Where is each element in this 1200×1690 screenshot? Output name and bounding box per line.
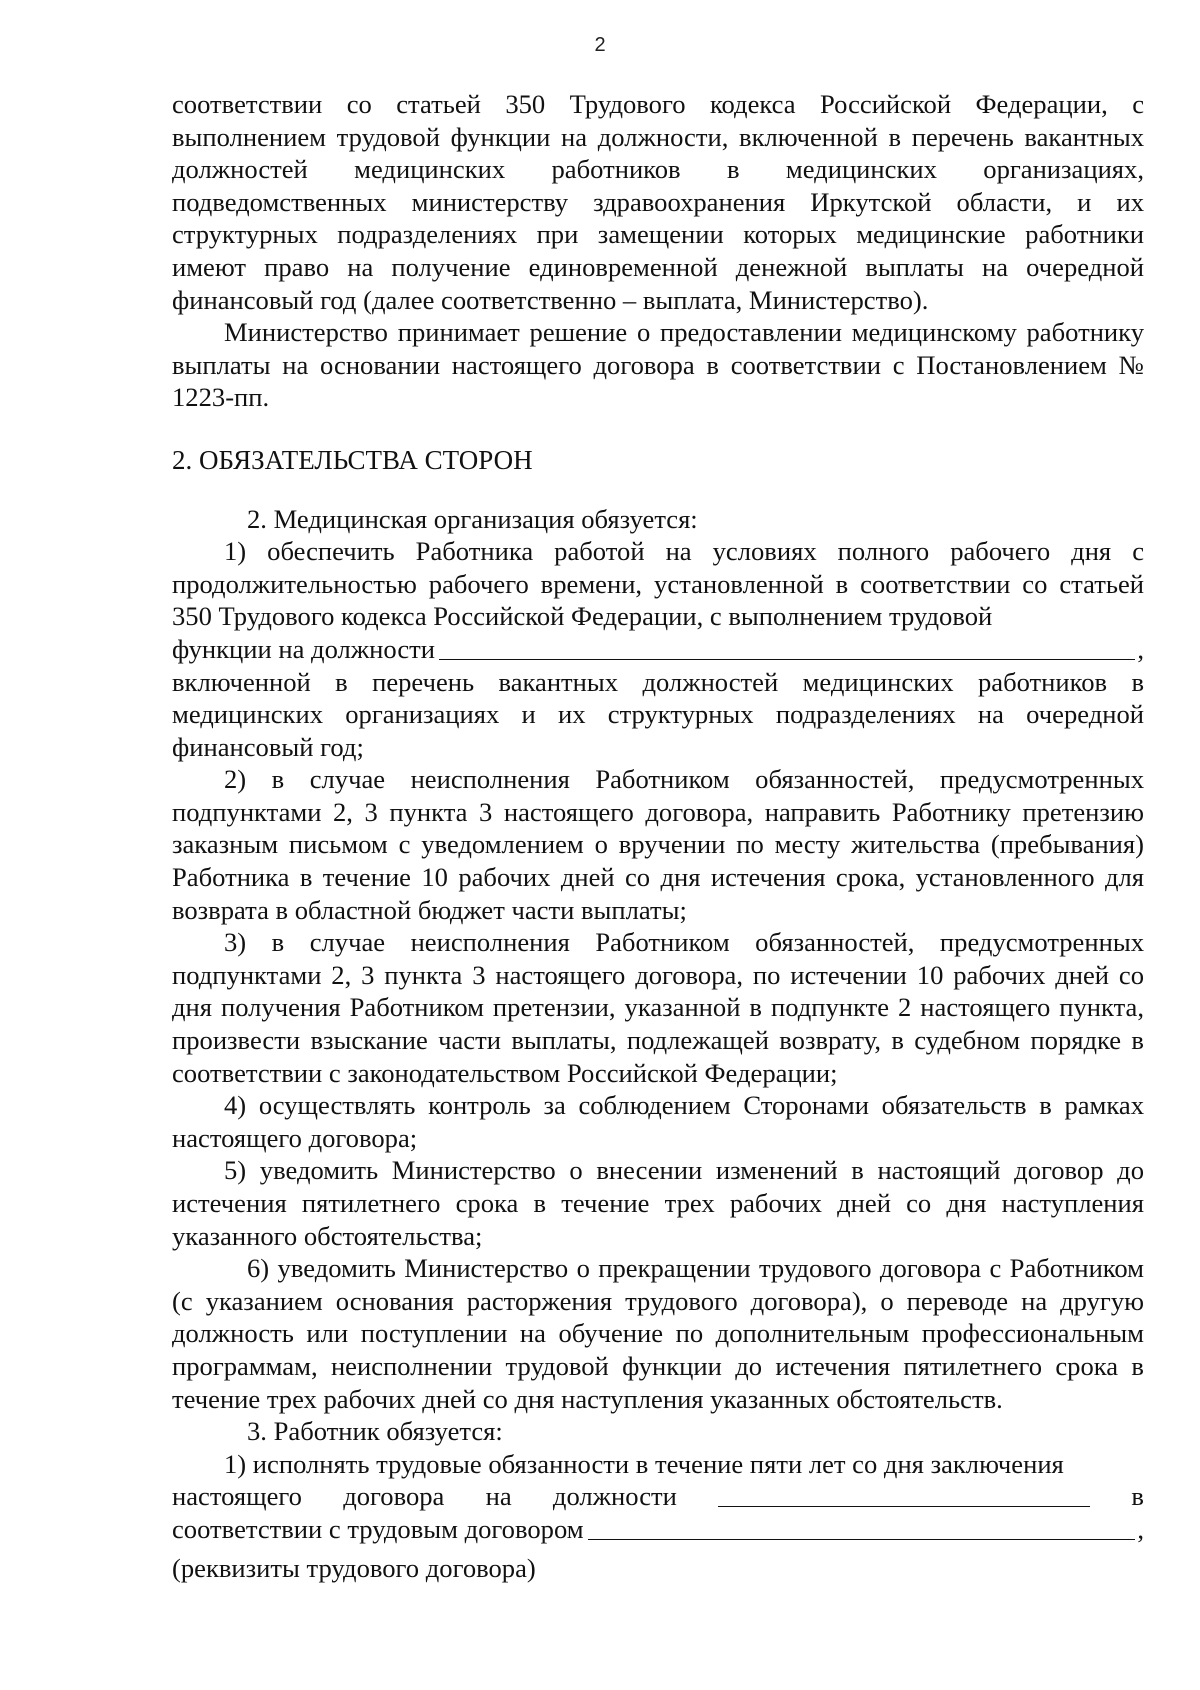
document-body xyxy=(172,88,1144,1584)
position-blank-field-2[interactable] xyxy=(718,1506,1090,1507)
clause-3-item-1-position-line xyxy=(172,1480,1144,1513)
comma: , xyxy=(1137,633,1144,664)
word-dogovora: договора xyxy=(343,1481,445,1512)
page-number: 2 xyxy=(594,34,606,56)
clause-2-item-1-position-line xyxy=(172,633,1144,666)
position-blank-field[interactable] xyxy=(439,658,1135,660)
clause-2-title: 2. Медицинская организация обязуется: xyxy=(247,503,698,534)
clause-3-title: 3. Работник обязуется: xyxy=(247,1416,503,1447)
position-label: функции на должности xyxy=(172,633,436,664)
clause-2-item-1-continuation: включенной в перечень вакантных должностей медицинских работников в медицинских организациях и их структурных подразделениях на очередной финансовый год; xyxy=(172,666,1144,762)
intro-paragraph-1: соответствии со статьей 350 Трудового кодекса Российской Федерации, с выполнением трудовой функции на должности, включенной в перечень вакантных должностей медицинских работников в медицинских организациях, подведомственных министерству здравоохранения Иркутской области, и их структурных подразделениях при замещении которых медицинские работники имеют право на получение единовременной денежной выплаты на очередной финансовый год (далее соответственно – выплата, Министерство). xyxy=(172,89,1144,315)
word-na: на xyxy=(485,1481,512,1512)
intro-paragraph-2: Министерство принимает решение о предоставлении медицинскому работнику выплаты на основании настоящего договора в соответствии с Постановлением № 1223-пп. xyxy=(172,317,1144,413)
word-dolzhnosti: должности xyxy=(552,1481,677,1512)
section-heading: 2. ОБЯЗАТЕЛЬСТВА СТОРОН xyxy=(172,444,533,475)
clause-2-item-3: 3) в случае неисполнения Работником обязанностей, предусмотренных подпунктами 2, 3 пункта 3 настоящего договора, по истечении 10 рабочих дней со дня получения Работником претензии, указанной в подпункте 2 настоящего пункта, произвести взыскание части выплаты, подлежащей возврату, в судебном порядке в соответствии с законодательством Российской Федерации; xyxy=(172,927,1144,1088)
clause-2-item-4: 4) осуществлять контроль за соблюдением Сторонами обязательств в рамках настоящего договора; xyxy=(172,1090,1144,1153)
contract-details-caption: (реквизиты трудового договора) xyxy=(172,1552,536,1583)
clause-2-item-6: 6) уведомить Министерство о прекращении трудового договора с Работником (с указанием основания расторжения трудового договора), о переводе на другую должность или поступлении на обучение по дополнительным профессиональным программам, неисполнении трудовой функции до истечения пятилетнего срока в течение трех рабочих дней со дня наступления указанных обстоятельств. xyxy=(172,1253,1144,1414)
word-v: в xyxy=(1131,1481,1144,1512)
contract-label: соответствии с трудовым договором xyxy=(172,1513,584,1544)
clause-3-item-1-text: 1) исполнять трудовые обязанности в течение пяти лет со дня заключения xyxy=(224,1448,1064,1479)
clause-3-item-1-contract-line xyxy=(172,1513,1144,1546)
contract-details-blank-field[interactable] xyxy=(588,1538,1136,1540)
clause-2-item-1-text: 1) обеспечить Работника работой на условиях полного рабочего дня с продолжительностью рабочего времени, установленной в соответствии со статьей 350 Трудового кодекса Российской Федерации, с выполнением трудовой xyxy=(172,536,1144,632)
clause-2-item-2: 2) в случае неисполнения Работником обязанностей, предусмотренных подпунктами 2, 3 пункта 3 настоящего договора, направить Работнику претензию заказным письмом с уведомлением о вручении по месту жительства (пребывания) Работника в течение 10 рабочих дней со дня истечения срока, установленного для возврата в областной бюджет части выплаты; xyxy=(172,764,1144,925)
comma-2: , xyxy=(1137,1513,1144,1544)
word-nastoyashchego: настоящего xyxy=(172,1481,302,1512)
clause-2-item-5: 5) уведомить Министерство о внесении изменений в настоящий договор до истечения пятилетнего срока в течение трех рабочих дней со дня наступления указанного обстоятельства; xyxy=(172,1155,1144,1251)
